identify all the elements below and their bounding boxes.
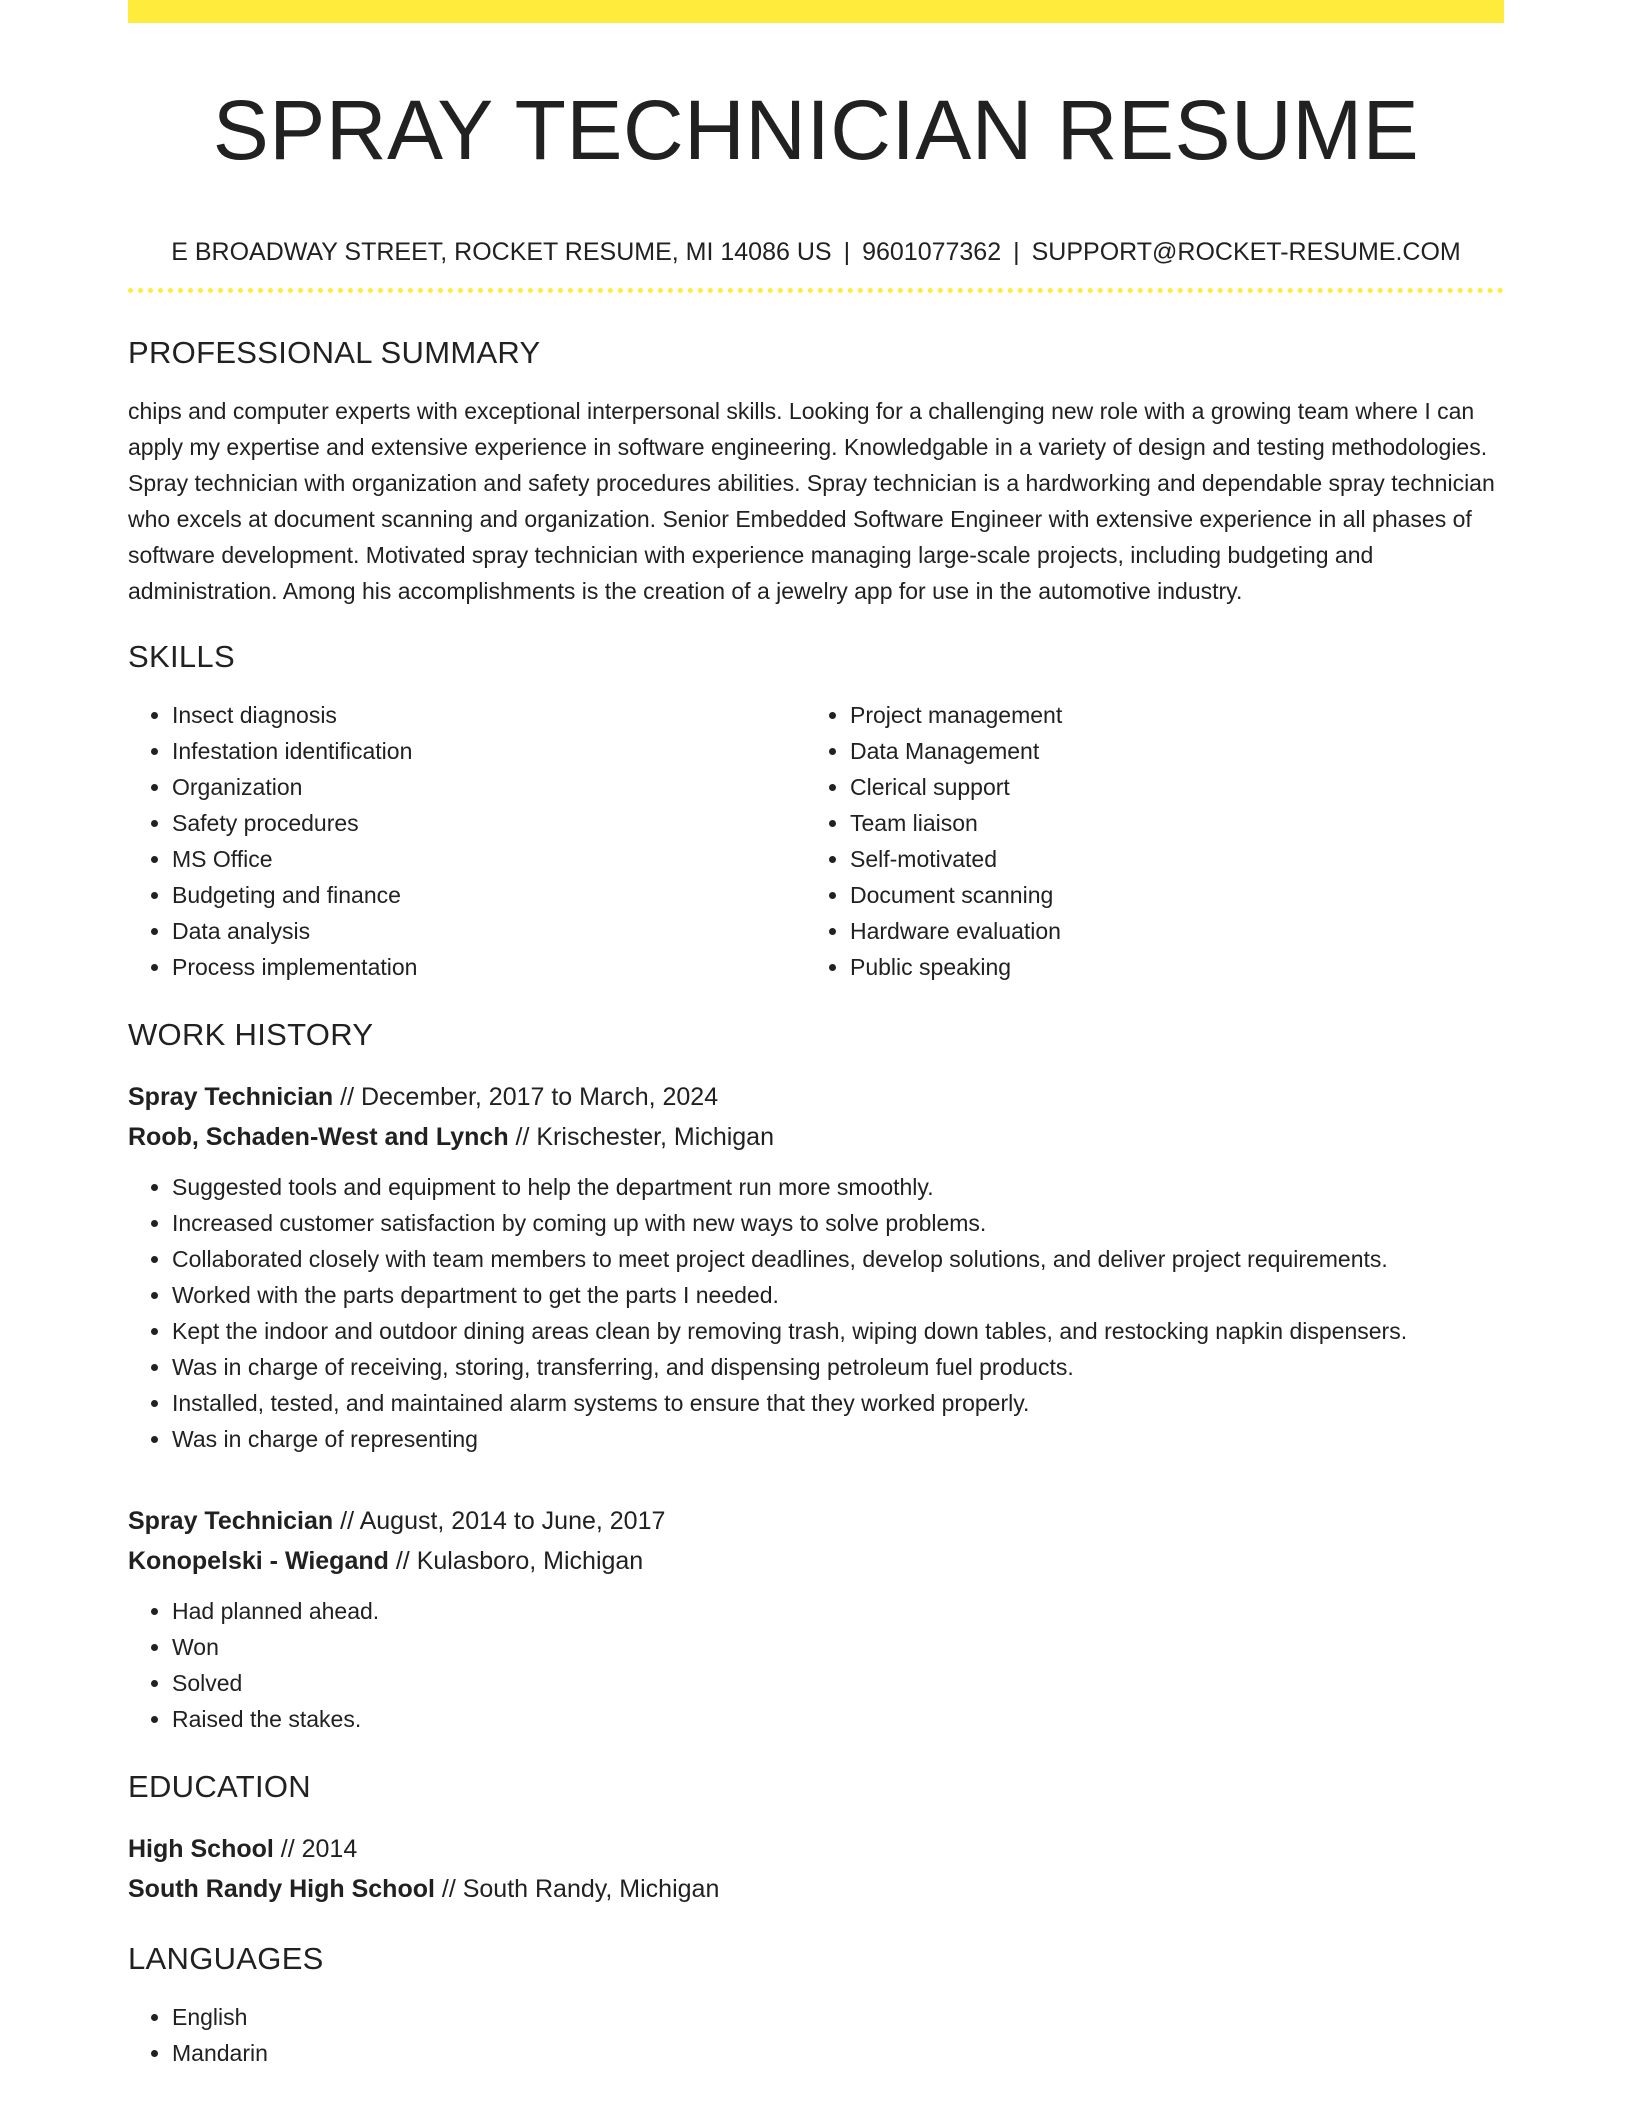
contact-email: SUPPORT@ROCKET-RESUME.COM [1031, 238, 1461, 266]
contact-separator: | [1013, 238, 1020, 266]
summary-heading: PROFESSIONAL SUMMARY [128, 335, 541, 370]
resume-title: SPRAY TECHNICIAN RESUME [212, 83, 1420, 177]
languages-list [128, 1999, 1504, 2071]
header-divider [128, 288, 1504, 293]
skill-item: • Public speaking [850, 949, 1484, 985]
job-title-line [128, 1077, 1504, 1117]
skill-item: • Budgeting and finance [172, 877, 806, 913]
job-bullet: • Had planned ahead. [172, 1593, 1504, 1629]
skill-item: • Infestation identification [172, 733, 806, 769]
skills-grid [128, 697, 1504, 985]
job-company: Roob, Schaden-West and Lynch [128, 1123, 509, 1151]
skills-column-left [128, 697, 806, 985]
skill-item: • Process implementation [172, 949, 806, 985]
language-item: • Mandarin [172, 2035, 1504, 2071]
job-title-line [128, 1501, 1504, 1541]
job-bullets [128, 1593, 1504, 1737]
job-bullet: • Won [172, 1629, 1504, 1665]
job-company-line [128, 1541, 1504, 1581]
contact-phone: 9601077362 [862, 238, 1002, 266]
job-bullet: • Was in charge of representing [172, 1421, 1504, 1457]
skill-item: • Safety procedures [172, 805, 806, 841]
education-year: // 2014 [280, 1835, 358, 1863]
job-bullet: • Kept the indoor and outdoor dining areas clean by removing trash, wiping down tables, and restocking napkin dispensers. [172, 1313, 1504, 1349]
education-heading: EDUCATION [128, 1769, 311, 1804]
language-item: • English [172, 1999, 1504, 2035]
job-dates: // August, 2014 to June, 2017 [340, 1507, 666, 1535]
skill-item: • Clerical support [850, 769, 1484, 805]
job-entry [128, 1077, 1504, 1457]
job-location: // Kulasboro, Michigan [395, 1547, 644, 1575]
contact-separator: | [843, 238, 851, 266]
work-history-heading: WORK HISTORY [128, 1017, 374, 1052]
job-bullet: • Suggested tools and equipment to help the department run more smoothly. [172, 1169, 1504, 1205]
job-bullet: • Collaborated closely with team members to meet project deadlines, develop solutions, and deliver project requirements. [172, 1241, 1504, 1277]
job-title: Spray Technician [128, 1507, 334, 1535]
skill-item: • Self-motivated [850, 841, 1484, 877]
job-bullet: • Was in charge of receiving, storing, transferring, and dispensing petroleum fuel products. [172, 1349, 1504, 1385]
job-title: Spray Technician [128, 1083, 334, 1111]
job-bullet: • Worked with the parts department to get the parts I needed. [172, 1277, 1504, 1313]
skill-item: • Insect diagnosis [172, 697, 806, 733]
job-bullet: • Solved [172, 1665, 1504, 1701]
job-bullets [128, 1169, 1504, 1457]
skill-item: • Project management [850, 697, 1484, 733]
contact-line [128, 234, 1504, 270]
job-company-line [128, 1117, 1504, 1157]
job-location: // Krischester, Michigan [515, 1123, 774, 1151]
education-degree: High School [128, 1835, 274, 1863]
job-entry [128, 1501, 1504, 1737]
languages-heading: LANGUAGES [128, 1941, 324, 1976]
skill-item: • Hardware evaluation [850, 913, 1484, 949]
contact-address: E BROADWAY STREET, ROCKET RESUME, MI 14086 US [171, 238, 832, 266]
skill-item: • MS Office [172, 841, 806, 877]
education-school-line [128, 1869, 1504, 1909]
education-school: South Randy High School [128, 1875, 435, 1903]
skills-heading: SKILLS [128, 639, 235, 674]
job-dates: // December, 2017 to March, 2024 [340, 1083, 719, 1111]
skill-item: • Document scanning [850, 877, 1484, 913]
skill-item: • Organization [172, 769, 806, 805]
job-bullet: • Increased customer satisfaction by coming up with new ways to solve problems. [172, 1205, 1504, 1241]
resume-content [128, 0, 1504, 2071]
job-company: Konopelski - Wiegand [128, 1547, 389, 1575]
education-degree-line [128, 1829, 1504, 1869]
skill-item: • Data Management [850, 733, 1484, 769]
job-bullet: • Raised the stakes. [172, 1701, 1504, 1737]
job-bullet: • Installed, tested, and maintained alarm systems to ensure that they worked properly. [172, 1385, 1504, 1421]
summary-text: chips and computer experts with exceptional interpersonal skills. Looking for a challenging new role with a growing team where I can apply my expertise and extensive experience in software engineering. Knowledgable in a variety of design and testing methodologies. Spray technician with organization and safety procedures abilities. Spray technician is a hardworking and dependable spray technician who excels at document scanning and organization. Senior Embedded Software Engineer with extensive experience in all phases of software development. Motivated spray technician with experience managing large-scale projects, including budgeting and administration. Among his accomplishments is the creation of a jewelry app for use in the automotive industry. [128, 398, 1495, 604]
education-location: // South Randy, Michigan [441, 1875, 720, 1903]
skills-column-right [806, 697, 1484, 985]
skill-item: • Team liaison [850, 805, 1484, 841]
education-entry [128, 1829, 1504, 1909]
skill-item: • Data analysis [172, 913, 806, 949]
